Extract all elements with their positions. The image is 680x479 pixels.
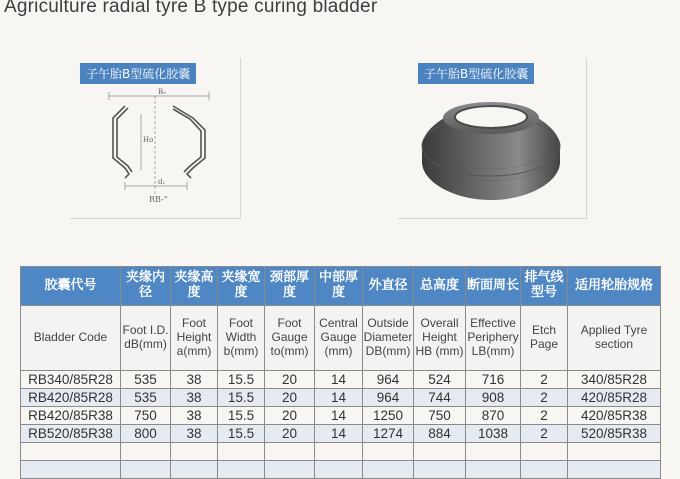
cell: 340/85R28 [568,371,661,389]
cell: 420/85R38 [568,407,661,425]
cell: 14 [315,371,363,389]
drawing-label-height: Ho [143,136,154,144]
spec-table [20,266,661,479]
cell: 420/85R28 [568,389,661,407]
cell: 14 [315,425,363,443]
zh-header: 适用轮胎规格 [568,267,661,306]
cell: 908 [466,389,521,407]
cell: 964 [363,371,414,389]
cell: 716 [466,371,521,389]
en-header: Foot Gauge to(mm) [265,306,315,371]
cell: 870 [466,407,521,425]
en-header: Outside Diameter DB(mm) [363,306,414,371]
bladder-section-drawing [95,86,225,206]
table-row [21,425,661,443]
cell: 1250 [363,407,414,425]
cell: 20 [265,371,315,389]
cell: 1274 [363,425,414,443]
cell: 15.5 [218,389,265,407]
cell: 535 [121,371,171,389]
drawing-label-outer: B₀ [158,88,166,96]
cell: 15.5 [218,371,265,389]
page-title: Agriculture radial tyre B type curing bladder [4,0,378,17]
table-row [21,407,661,425]
table-row [21,371,661,389]
cell: RB420/85R38 [21,407,121,425]
cell: 2 [521,371,568,389]
cell: 2 [521,425,568,443]
cell: 750 [121,407,171,425]
zh-header: 排气线型号 [521,267,568,306]
drawing-label-foot: d₁ [158,178,166,186]
cell: 20 [265,425,315,443]
cell: 744 [414,389,466,407]
photo-figure [398,58,587,219]
cell: 1038 [466,425,521,443]
cell: 524 [414,371,466,389]
en-header: Overall Height HB (mm) [414,306,466,371]
table-row [21,389,661,407]
zh-header: 总高度 [414,267,466,306]
cell: 15.5 [218,425,265,443]
en-header: Foot Width b(mm) [218,306,265,371]
cell: 964 [363,389,414,407]
zh-header: 颈部厚度 [265,267,315,306]
cell: RB340/85R28 [21,371,121,389]
en-header: Foot I.D. dB(mm) [121,306,171,371]
cell: 20 [265,389,315,407]
zh-header: 胶囊代号 [21,267,121,306]
cell: 535 [121,389,171,407]
cell: RB520/85R38 [21,425,121,443]
zh-header: 外直径 [363,267,414,306]
header-row-en [21,306,661,371]
cell: 38 [171,389,218,407]
drawing-caption: 子午胎B型硫化胶囊 [80,63,196,84]
en-header: Effective Periphery LB(mm) [466,306,521,371]
cell: 38 [171,407,218,425]
en-header: Applied Tyre section [568,306,661,371]
empty-row [21,443,661,461]
cell: 2 [521,407,568,425]
header-row-zh [21,267,661,306]
cell: 520/85R38 [568,425,661,443]
cell: 14 [315,389,363,407]
photo-caption: 子午胎B型硫化胶囊 [418,63,534,84]
en-header: Central Gauge (mm) [315,306,363,371]
zh-header: 中部厚度 [315,267,363,306]
en-header: Foot Height a(mm) [171,306,218,371]
zh-header: 断面周长 [466,267,521,306]
cell: 884 [414,425,466,443]
cell: 38 [171,371,218,389]
en-header: Bladder Code [21,306,121,371]
empty-row [21,461,661,479]
cell: 15.5 [218,407,265,425]
drawing-figure [70,58,241,219]
zh-header: 夹缘高度 [171,267,218,306]
zh-header: 夹缘宽度 [218,267,265,306]
en-header: Etch Page [521,306,568,371]
zh-header: 夹缘内径 [121,267,171,306]
bladder-photo [416,84,566,214]
cell: 750 [414,407,466,425]
cell: 800 [121,425,171,443]
cell: 2 [521,389,568,407]
cell: 14 [315,407,363,425]
drawing-label-model: RB-" [149,195,168,204]
cell: 20 [265,407,315,425]
cell: 38 [171,425,218,443]
cell: RB420/85R28 [21,389,121,407]
